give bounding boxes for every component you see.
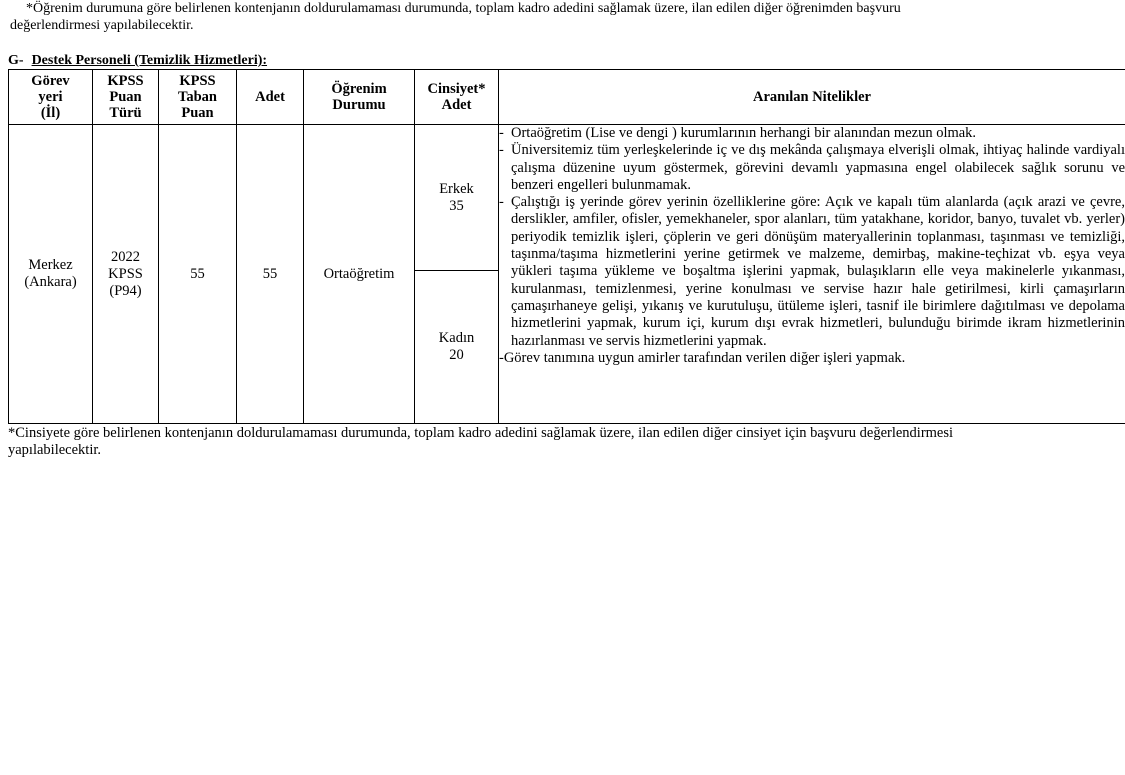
section-title: Destek Personeli (Temizlik Hizmetleri): [31,53,268,68]
header-adet: Adet [237,70,304,125]
top-footnote [10,0,1116,34]
table-row [9,125,1125,271]
cell-adet: 55 [237,125,304,424]
header-gorev-yeri: Görev yeri (İl) [9,70,93,125]
top-footnote-line2: değerlendirmesi yapılabilecektir. [10,18,194,33]
section-letter: G- [8,53,24,68]
cell-aranilan-nitelikler [499,125,1125,424]
top-footnote-line1: *Öğrenim durumuna göre belirlenen kontenjanın doldurulamaması durumunda, toplam kadro adedini sağlamak üzere, ilan edilen diğer öğrenimden başvuru [26,1,901,16]
requirement-item: - Üniversitemiz tüm yerleşkelerinde iç ve dış mekânda çalışmaya elverişli olmak, ihtiyaç halinde vardiyalı çalışma düzenine uyum göstermek, görevini devamlı yapmasına engel olabilecek sağlık sorunu ve benzeri engelleri bulunmamak. [499,142,1125,193]
position-table [8,69,1125,424]
requirement-item: - Çalıştığı iş yerinde görev yerinin özelliklerine göre: Açık ve kapalı tüm alanlarda (açık arazi ve çevre, derslikler, amfiler, ofisler, yemekhaneler, spor alanları, tüm yatakhane, koridor, banyo, tuvalet vb. yerler) periyodik temizlik işleri, çöplerin ve geri dönüşüm materyallerinin toplanması, taşınması ve temizliği, taşınma/taşıma hizmetlerini yerine getirmek ve malzeme, demirbaş, makine-teçhizat vb. eşya veya yükleri taşıma yükleme ve boşaltma işlerini yapmak, bulaşıkların elle veya makinelerle yıkanması, kurulanması, temizlenmesi, yerine konulması ve servise hazır hale getirilmesi, kirli çamaşırların çamaşırhaneye gelişi, yıkanış ve kurutuluşu, ütüleme işleri, tasnif ile birimlere dağıtılması ve depolama hizmetlerini yapmak, kurum içi, kurum dışı evrak hizmetleri, bulunduğu birimde ikram hizmetlerinin hazırlanması ve servis hizmetlerini yapmak. [499,194,1125,349]
requirement-item: - Ortaöğretim (Lise ve dengi ) kurumlarının herhangi bir alanından mezun olmak. [499,125,977,141]
section-heading [8,53,267,69]
bottom-footnote: *Cinsiyete göre belirlenen kontenjanın doldurulamaması durumunda, toplam kadro adedini sağlamak üzere, ilan edilen diğer cinsiyet için başvuru değerlendirmesi yapılabilecektir. [8,425,954,458]
table-header-row [9,70,1125,125]
cell-gorev-yeri: Merkez (Ankara) [9,125,93,424]
cell-kpss-taban-puan: 55 [159,125,237,424]
header-aranilan-nitelikler: Aranılan Nitelikler [499,70,1125,125]
cell-ogrenim-durumu: Ortaöğretim [304,125,415,424]
header-kpss-taban-puan: KPSS Taban Puan [159,70,237,125]
cell-cinsiyet-erkek: Erkek 35 [415,125,499,271]
header-kpss-puan-turu: KPSS Puan Türü [93,70,159,125]
header-ogrenim-durumu: Öğrenim Durumu [304,70,415,125]
requirement-item-last: -Görev tanımına uygun amirler tarafından verilen diğer işleri yapmak. [499,349,906,366]
header-cinsiyet-adet: Cinsiyet* Adet [415,70,499,125]
cell-kpss-puan-turu: 2022 KPSS (P94) [93,125,159,424]
cell-cinsiyet-kadin: Kadın 20 [415,271,499,424]
